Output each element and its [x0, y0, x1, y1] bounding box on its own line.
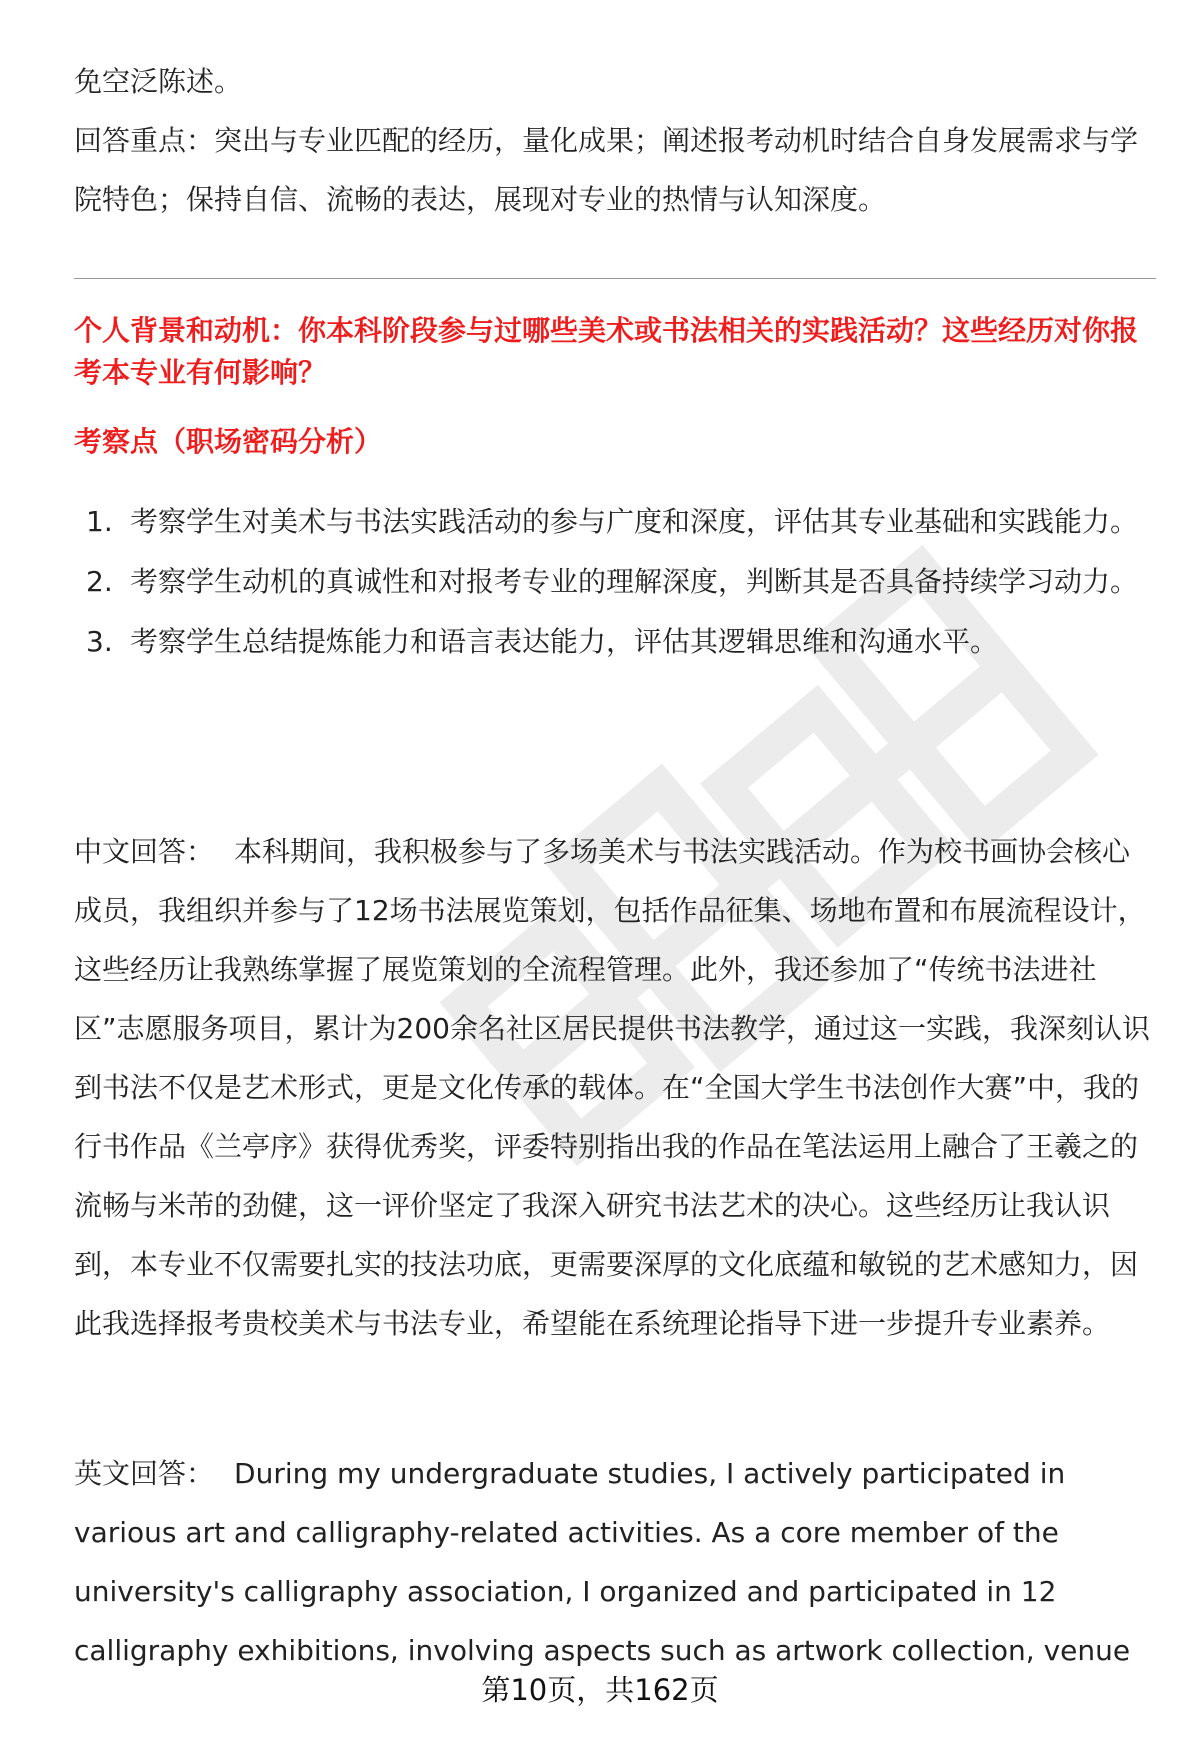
question-title: 个人背景和动机：你本科阶段参与过哪些美术或书法相关的实践活动？这些经历对你报考本专业有何影响？ — [74, 314, 1139, 389]
section-divider — [74, 278, 1156, 279]
exam-points-list — [74, 492, 1156, 672]
list-item — [74, 552, 1156, 612]
list-item-text: 考察学生总结提炼能力和语言表达能力，评估其逻辑思维和沟通水平。 — [130, 625, 999, 658]
english-answer-text: During my undergraduate studies, I actively participated in various art and calligraphy-related activities. As a core member of the university's calligraphy association, I organized and participated in 12 calligraphy exhibitions, involving aspects such as artwork collection, venue — [74, 1457, 1131, 1667]
list-item-number: 3. — [86, 625, 113, 658]
intro-section — [74, 52, 1156, 229]
exam-points-heading: 考察点（职场密码分析） — [74, 425, 383, 458]
chinese-answer-paragraph — [74, 822, 1156, 1353]
list-item-number: 2. — [86, 565, 113, 598]
english-answer-paragraph — [74, 1444, 1156, 1680]
chinese-answer-text: 本科期间，我积极参与了多场美术与书法实践活动。作为校书画协会核心成员，我组织并参与了12场书法展览策划，包括作品征集、场地布置和布展流程设计，这些经历让我熟练掌握了展览策划的全流程管理。此外，我还参加了“传统书法进社区”志愿服务项目，累计为200余名社区居民提供书法教学，通过这一实践，我深刻认识到书法不仅是艺术形式，更是文化传承的载体。在“全国大学生书法创作大赛”中，我的行书作品《兰亭序》获得优秀奖，评委特别指出我的作品在笔法运用上融合了王羲之的流畅与米芾的劲健，这一评价坚定了我深入研究书法艺术的决心。这些经历让我认识到，本专业不仅需要扎实的技法功底，更需要深厚的文化底蕴和敏锐的艺术感知力，因此我选择报考贵校美术与书法专业，希望能在系统理论指导下进一步提升专业素养。 — [74, 835, 1150, 1340]
list-item-number: 1. — [86, 505, 113, 538]
list-item-text: 考察学生对美术与书法实践活动的参与广度和深度，评估其专业基础和实践能力。 — [130, 505, 1139, 538]
intro-line: 免空泛陈述。 — [74, 65, 243, 98]
page-indicator: 第10页，共162页 — [481, 1673, 719, 1707]
list-item — [74, 492, 1156, 552]
list-item-text: 考察学生动机的真诚性和对报考专业的理解深度，判断其是否具备持续学习动力。 — [130, 565, 1139, 598]
chinese-answer-label: 中文回答： — [74, 835, 215, 868]
list-item — [74, 612, 1156, 672]
answer-focus-paragraph: 回答重点：突出与专业匹配的经历，量化成果；阐述报考动机时结合自身发展需求与学院特色；保持自信、流畅的表达，展现对专业的热情与认知深度。 — [74, 124, 1139, 216]
english-answer-label: 英文回答： — [74, 1457, 215, 1490]
